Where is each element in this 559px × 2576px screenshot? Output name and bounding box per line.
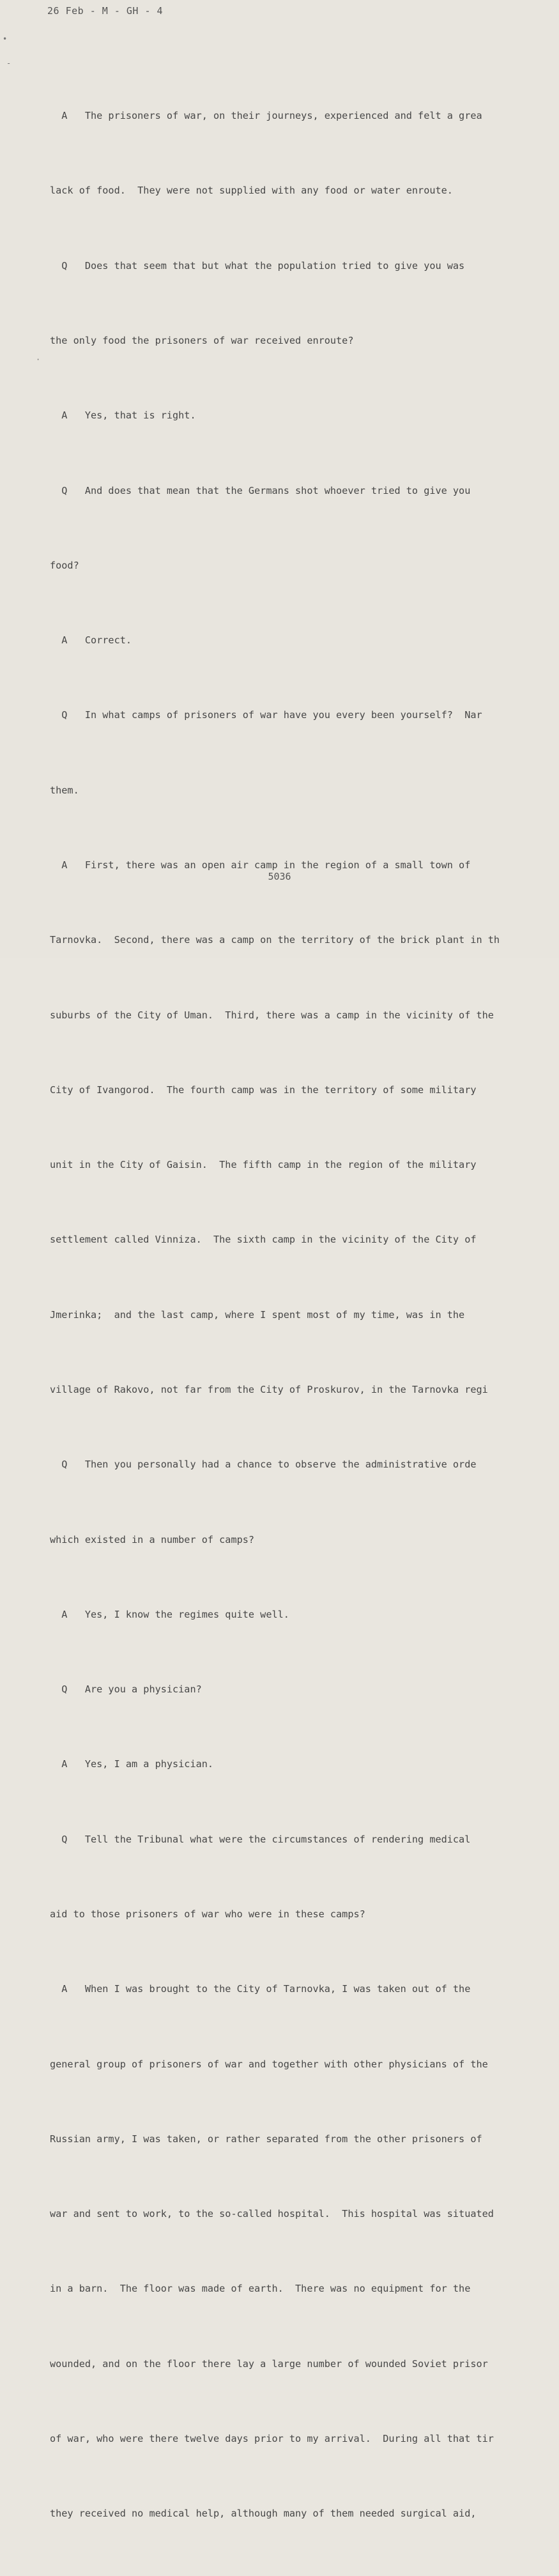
- text-line: Q And does that mean that the Germans shot whoever tried to give you: [50, 484, 471, 496]
- text-line: unit in the City of Gaisin. The fifth camp in the region of the military: [50, 1159, 477, 1171]
- text-line: of war, who were there twelve days prior to my arrival. During all that tir: [50, 2432, 494, 2444]
- margin-dot: ·: [36, 355, 41, 364]
- text-line: City of Ivangorod. The fourth camp was in the territory of some military: [50, 1084, 477, 1096]
- text-line: A The prisoners of war, on their journeys, experienced and felt a grea: [50, 110, 482, 122]
- text-line: Jmerinka; and the last camp, where I spent most of my time, was in the: [50, 1308, 465, 1321]
- text-line: Russian army, I was taken, or rather separated from the other prisoners of: [50, 2133, 482, 2145]
- margin-dash: -: [6, 59, 11, 68]
- text-line: war and sent to work, to the so-called hospital. This hospital was situated: [50, 2208, 494, 2220]
- text-line: village of Rakovo, not far from the City of Proskurov, in the Tarnovka regi: [50, 1383, 488, 1395]
- text-line: A Yes, I am a physician.: [50, 1758, 214, 1770]
- text-line: which existed in a number of camps?: [50, 1533, 255, 1545]
- text-line: they received no medical help, although many of them needed surgical aid,: [50, 2508, 477, 2520]
- text-line: A When I was brought to the City of Tarnovka, I was taken out of the: [50, 1983, 471, 1995]
- text-line: them.: [50, 784, 79, 796]
- text-line: lack of food. They were not supplied with any food or water enroute.: [50, 185, 453, 197]
- text-line: aid to those prisoners of war who were in these camps?: [50, 1908, 365, 1920]
- text-line: settlement called Vinniza. The sixth camp in the vicinity of the City of: [50, 1234, 477, 1246]
- text-line: Q In what camps of prisoners of war have you every been yourself? Nar: [50, 709, 482, 721]
- text-line: the only food the prisoners of war received enroute?: [50, 335, 354, 347]
- text-line: Q Does that seem that but what the population tried to give you was: [50, 259, 465, 272]
- text-line: food?: [50, 559, 79, 571]
- text-line: general group of prisoners of war and together with other physicians of the: [50, 2058, 488, 2070]
- text-line: Tarnovka. Second, there was a camp on the territory of the brick plant in th: [50, 934, 500, 946]
- transcript-body: [50, 54, 535, 2576]
- text-line: Q Then you personally had a chance to observe the administrative orde: [50, 1459, 477, 1471]
- page-number: 5036: [268, 871, 291, 882]
- text-line: in a barn. The floor was made of earth. There was no equipment for the: [50, 2283, 471, 2295]
- text-line: Q Tell the Tribunal what were the circumstances of rendering medical: [50, 1833, 471, 1845]
- text-line: wounded, and on the floor there lay a large number of wounded Soviet prisor: [50, 2358, 488, 2370]
- text-line: A Correct.: [50, 634, 132, 647]
- text-line: suburbs of the City of Uman. Third, there was a camp in the vicinity of the: [50, 1009, 494, 1021]
- text-line: A First, there was an open air camp in the region of a small town of: [50, 859, 471, 871]
- margin-dot: •: [3, 34, 8, 43]
- text-line: A Yes, that is right.: [50, 410, 196, 422]
- text-line: Q Are you a physician?: [50, 1683, 202, 1696]
- page-header: 26 Feb - M - GH - 4: [47, 5, 164, 17]
- text-line: A Yes, I know the regimes quite well.: [50, 1608, 289, 1620]
